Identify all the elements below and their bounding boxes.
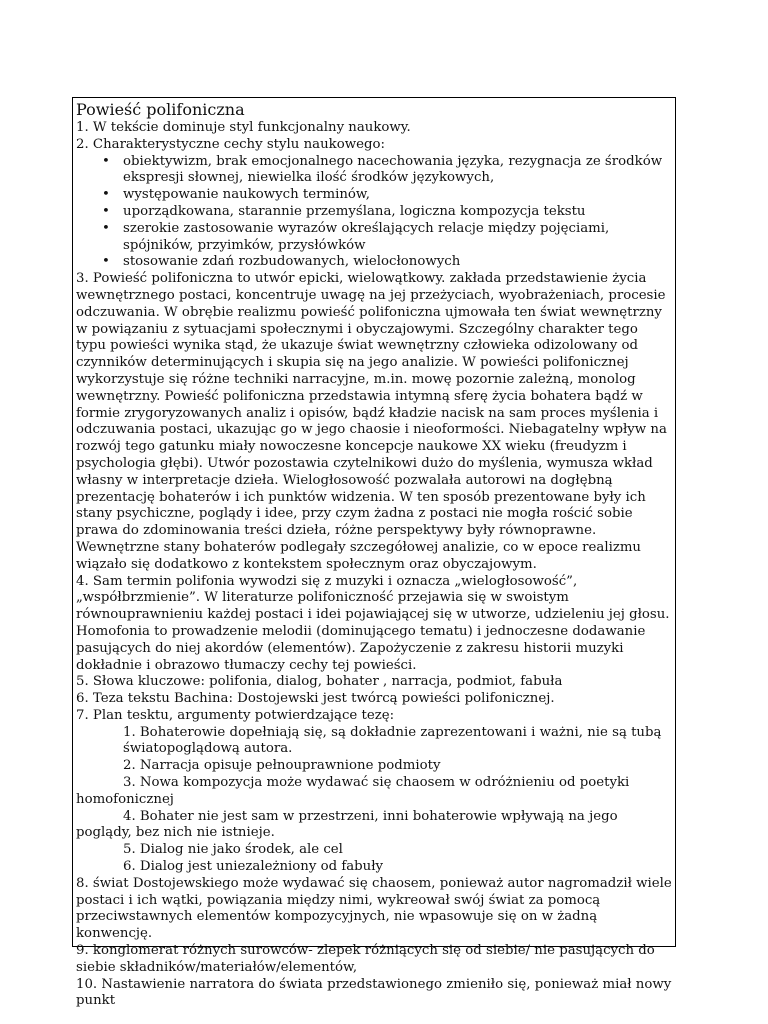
- list-item: [76, 154, 672, 188]
- plan-item: 2. Narracja opisuje pełnouprawnione podmioty: [123, 758, 441, 774]
- list-item: [76, 254, 672, 271]
- plan-item: 6. Dialog jest uniezależniony od fabuły: [123, 859, 384, 875]
- list-item-text: obiektywizm, brak emocjonalnego nacechowania języka, rezygnacja ze środków ekspresji słownej, niewielka ilość środków językowych,: [123, 153, 663, 186]
- list-item-text: szerokie zastosowanie wyrazów określających relacje między pojęciami, spójników, przyimków, przysłówków: [123, 220, 610, 253]
- paragraph-3: 3. Powieść polifoniczna to utwór epicki, wielowątkowy. zakłada przedstawienie życia wewnętrznego postaci, koncentruje uwagę na jej przeżyciach, wyobrażeniach, procesie odczuwania. W obrębie realizmu powieść polifoniczna ujmowała ten świat wewnętrzny w powiązaniu z sytuacjami społecznymi i obyczajowymi. Szczególny charakter tego typu powieści wynika stąd, że ukazuje świat wewnętrzny człowieka odizolowany od czynników determinujących i skupia się na jego analizie. W powieści polifonicznej wykorzystuje się różne techniki narracyjne, m.in. mowę pozornie zależną, monolog wewnętrzny. Powieść polifoniczna przedstawia intymną sferę życia bohatera bądź w formie zrygoryzowanych analiz i opisów, bądź kładzie nacisk na sam proces myślenia i odczuwania postaci, ukazując go w jego chaosie i nieoformości. Niebagatelny wpływ na rozwój tego gatunku miały nowoczesne koncepcje naukowe XX wieku (freudyzm i psychologia głębi). Utwór pozostawia czytelnikowi dużo do myślenia, wymusza wkład własny w interpretacje dzieła. Wielogłosowość pozwalała autorowi na dogłębną prezentację bohaterów i ich punktów widzenia. W ten sposób prezentowane były ich stany psychiczne, poglądy i idee, przy czym żadna z postaci nie mogła rościć sobie prawa do zdominowania treści dzieła, różne perspektywy były równoprawne. Wewnętrzne stany bohaterów podlegały szczegółowej analizie, co w epoce realizmu wiązało się dodatkowo z kontekstem społecznym oraz obyczajowym.: [76, 271, 667, 572]
- document-page: [72, 97, 676, 1009]
- list-item-text: występowanie naukowych terminów,: [123, 187, 370, 203]
- paragraph-8: 8. świat Dostojewskiego może wydawać się chaosem, ponieważ autor nagromadził wiele postaci i ich wątki, powiązania między nimi, wykreował swój świat za pomocą przeciwstawnych elementów kompozycyjnych, nie wpasowuje się on w żadną konwencję.: [76, 875, 672, 942]
- paragraph-7: 7. Plan tesktu, argumenty potwierdzające tezę:: [76, 707, 395, 723]
- list-item-text: uporządkowana, starannie przemyślana, logiczna kompozycja tekstu: [123, 203, 586, 219]
- plan-item: 4. Bohater nie jest sam w przestrzeni, inni bohaterowie wpływają na jego poglądy, bez nich nie istnieje.: [76, 808, 618, 841]
- paragraph-10: 10. Nastawienie narratora do świata przedstawionego zmieniło się, ponieważ miał nowy punkt: [76, 976, 672, 1009]
- bullet-icon: •: [102, 187, 110, 203]
- list-item: [76, 204, 672, 221]
- paragraph-2: 2. Charakterystyczne cechy stylu naukowego:: [76, 136, 385, 152]
- bullet-icon: •: [102, 153, 110, 169]
- plan-item: 5. Dialog nie jako środek, ale cel: [123, 842, 343, 858]
- plan-item: 3. Nowa kompozycja może wydawać się chaosem w odróżnieniu od poetyki homofonicznej: [76, 775, 630, 807]
- list-item: [76, 187, 672, 204]
- plan-item: 1. Bohaterowie dopełniają się, są dokładnie zaprezentowani i ważni, nie są tubą światopoglądową autora.: [123, 724, 662, 757]
- paragraph-1: 1. W tekście dominuje styl funkcjonalny naukowy.: [76, 120, 411, 135]
- paragraph-6: 6. Teza tekstu Bachina: Dostojewski jest twórcą powieści polifonicznej.: [76, 691, 555, 707]
- paragraph-9: 9. konglomerat różnych surowców- zlepek różniących się od siebie/ nie pasujących do siebie składników/materiałów/elementów,: [76, 943, 655, 975]
- document-title: Powieść polifoniczna: [76, 100, 245, 119]
- list-item: [76, 221, 672, 255]
- plan-list: [76, 725, 672, 876]
- paragraph-5: 5. Słowa kluczowe: polifonia, dialog, bohater , narracja, podmiot, fabuła: [76, 674, 563, 690]
- paragraph-4: 4. Sam termin polifonia wywodzi się z muzyki i oznacza „wielogłosowość”, „współbrzmienie”. W literaturze polifoniczność przejawia się w swoistym równouprawnieniu każdej postaci i idei pojawiającej się w utworze, udzieleniu jej głosu. Homofonia to prowadzenie melodii (dominującego tematu) i jednoczesne dodawanie pasujących do niej akordów (elementów). Zapożyczenie z zakresu historii muzyki dokładnie i obrazowo tłumaczy cechy tej powieści.: [76, 573, 670, 673]
- bullet-icon: •: [102, 220, 110, 236]
- bullet-icon: •: [102, 203, 110, 219]
- list-item-text: stosowanie zdań rozbudowanych, wielocłonowych: [123, 254, 461, 270]
- bullet-icon: •: [102, 254, 110, 270]
- style-features-list: [76, 154, 672, 272]
